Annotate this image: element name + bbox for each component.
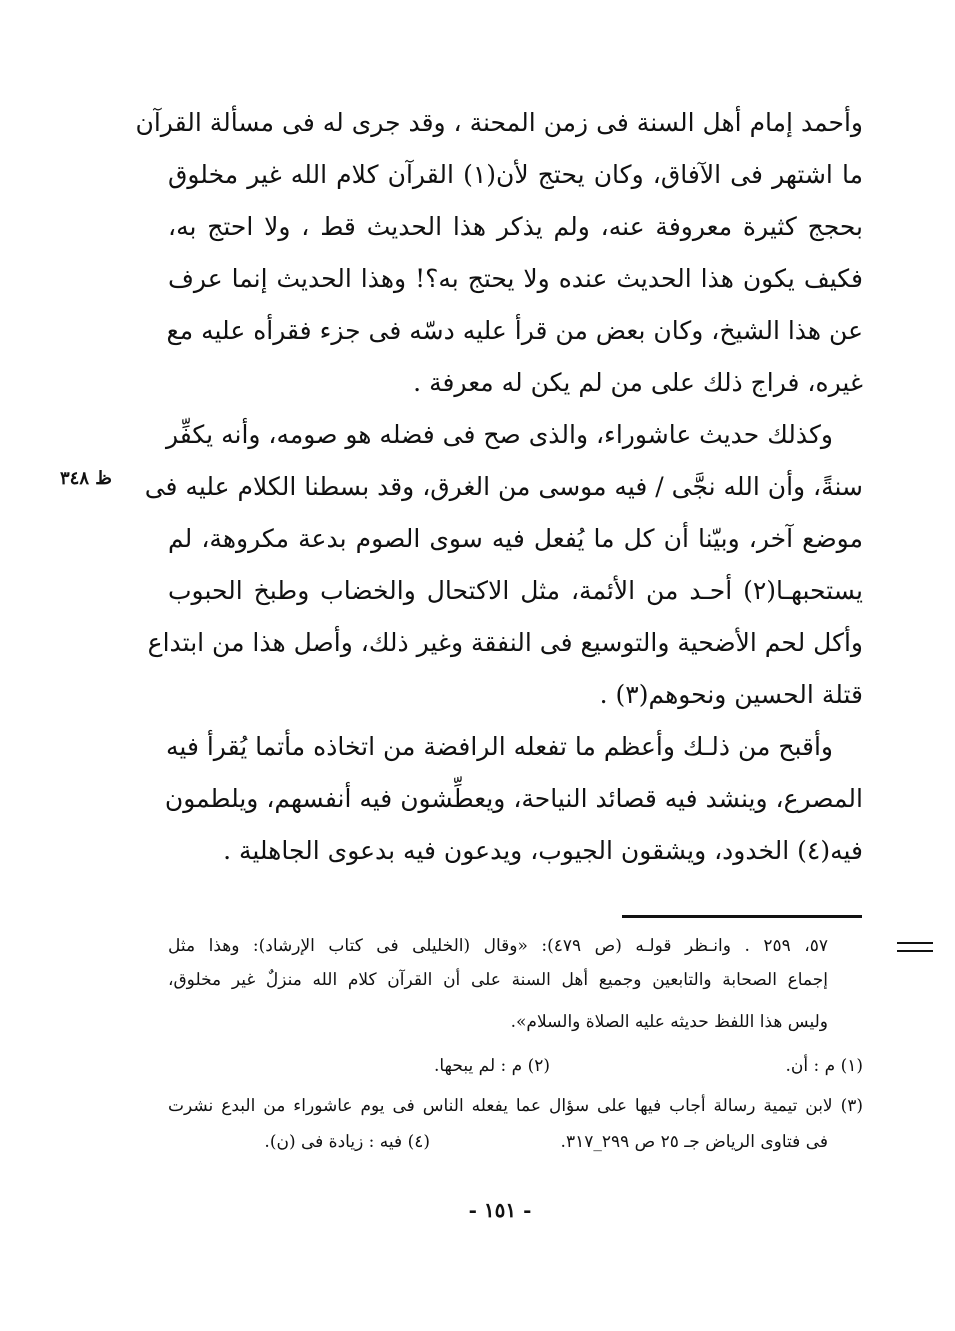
footnote-57-line-1: ٥٧، ٢٥٩ . وانـظر قولـه (ص ٤٧٩): «وقال (الخليلى فى كتاب الإرشاد): وهذا مثل bbox=[168, 936, 829, 956]
body-line-2: ما اشتهر فى الآفاق، وكان يحتج لأن(١) القرآن كلام الله غير مخلوق bbox=[168, 160, 863, 189]
body-line-8: سنةً، وأن الله نجَّى / فيه موسى من الغرق، وقد بسطنا الكلام عليه فى bbox=[144, 472, 863, 501]
footnote-57-line-3: وليس هذا اللفظ حديثه عليه الصلاة والسلام». bbox=[510, 1012, 828, 1032]
body-line-10: يستحبهـا(٢) أحـد من الأئمة، مثل الاكتحال والخضاب وطبخ الحبوب bbox=[168, 576, 863, 605]
body-line-3: بحجج كثيرة معروفة عنه، ولم يذكر هذا الحديث قط ، ولا احتج به، bbox=[168, 212, 863, 241]
body-line-12: قتلة الحسين ونحوهم(٣) . bbox=[599, 680, 863, 709]
page-number: - ١٥١ - bbox=[468, 1198, 532, 1222]
footnote-57-line-2: إجماع الصحابة والتابعين وجميع أهل السنة على أن القرآن كلام الله منزلٌ غير مخلوق، bbox=[168, 970, 828, 990]
footnote-separator bbox=[622, 915, 862, 918]
continuation-mark-top bbox=[897, 942, 933, 944]
footnote-3-line-2: فى فتاوى الرياض جـ ٢٥ ص ٢٩٩_٣١٧. bbox=[560, 1132, 828, 1152]
footnote-1: (١) م : أن. bbox=[785, 1056, 863, 1076]
body-line-11: وأكل لحم الأضحية والتوسيع فى النفقة وغير ذلك، وأصل هذا من ابتداع bbox=[147, 628, 863, 657]
body-line-4: فكيف يكون هذا الحديث عنده ولا يحتج به؟! وهذا الحديث إنما عرف bbox=[168, 264, 863, 293]
body-line-15: فيه(٤) الخدود، ويشقون الجيوب، ويدعون فيه بدعوى الجاهلية . bbox=[223, 836, 863, 865]
manuscript-folio-note: ظ ٣٤٨ bbox=[60, 468, 112, 489]
footnote-4: (٤) فيه : زيادة فى (ن). bbox=[264, 1132, 430, 1152]
body-line-7: وكذلك حديث عاشوراء، والذى صح فى فضله هو صومه، وأنه يكفِّر bbox=[165, 420, 833, 449]
body-line-1: وأحمد إمام أهل السنة فى زمن المحنة ، وقد جرى له فى مسألة القرآن bbox=[135, 108, 863, 137]
footnote-3-line-1: (٣) لابن تيمية رسالة أجاب فيها على سؤال عما يفعله الناس فى يوم عاشوراء من البدع نشرت bbox=[168, 1096, 863, 1116]
body-line-9: موضع آخر، وبيّنا أن كل ما يُفعل فيه سوى الصوم بدعة مكروهة، لم bbox=[168, 524, 863, 553]
continuation-mark-bottom bbox=[897, 950, 933, 952]
body-line-13: وأقبح من ذلـك وأعظم ما تفعله الرافضة من اتخاذه مأتما يُقرأ فيه bbox=[166, 732, 833, 761]
body-line-5: عن هذا الشيخ، وكان بعض من قرأ عليه دسّه فى جزء فقرأه عليه مع bbox=[166, 316, 863, 345]
body-line-6: غيره، فراج ذلك على من لم يكن له معرفة . bbox=[413, 368, 863, 397]
footnote-2: (٢) م : لم يبحها. bbox=[433, 1056, 550, 1076]
body-line-14: المصرع، وينشد فيه قصائد النياحة، ويعطِّشون فيه أنفسهم، ويلطمون bbox=[164, 784, 863, 813]
